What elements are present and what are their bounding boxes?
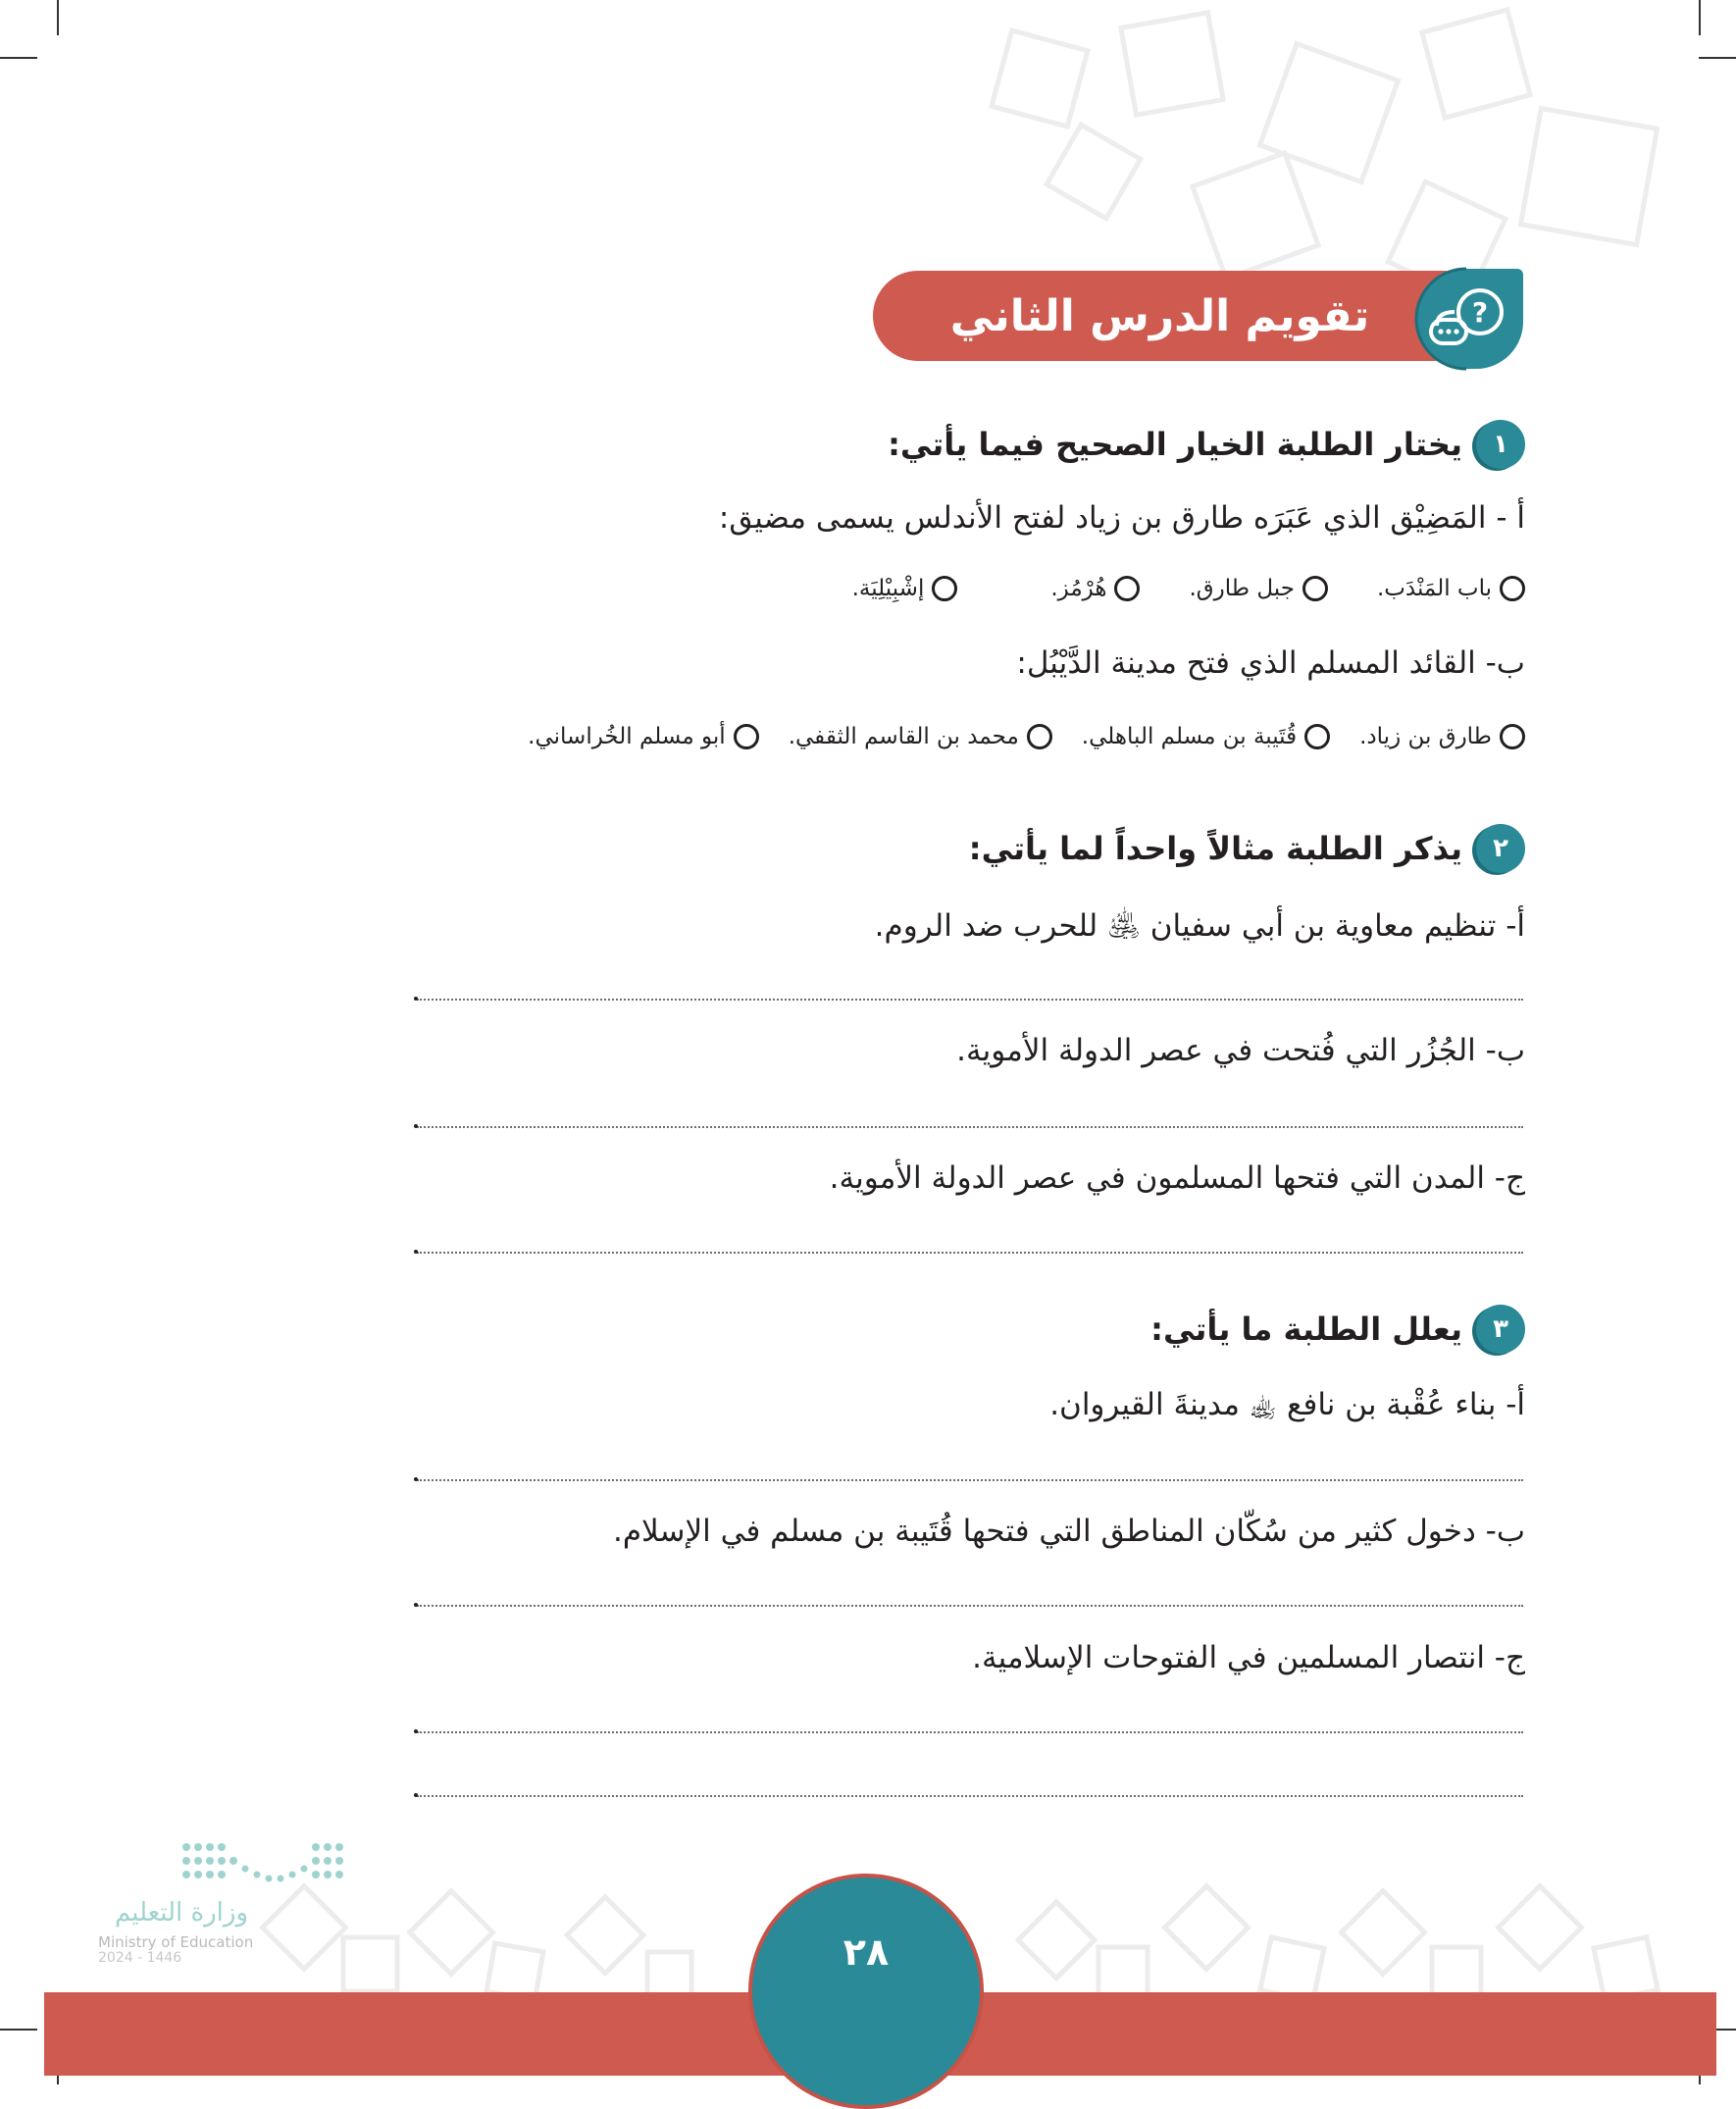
svg-text:?: ? [1471,296,1489,329]
question-2-text: يذكر الطلبة مثالاً واحداً لما يأتي: [968,830,1462,867]
question-chat-icon [1407,265,1525,373]
question-number-badge: ٣ [1476,1305,1525,1354]
ministry-dots-icon [177,1839,432,1898]
radio-circle-icon[interactable] [734,724,759,749]
lesson-header [873,265,1525,373]
crop-mark [1699,0,1701,35]
radio-circle-icon[interactable] [1302,576,1328,601]
radio-circle-icon[interactable] [1027,724,1052,749]
answer-line[interactable] [417,1731,1523,1733]
option-radio[interactable] [852,576,958,601]
page-number: ٢٨ [842,1930,890,1974]
option-label: محمد بن القاسم الثقفي. [788,724,1019,749]
option-label: قُتَيبة بن مسلم الباهلي. [1081,724,1298,749]
question-3a-text: أ- بناء عُقْبة بن نافع ﵀ مدينةَ القيروان. [1049,1387,1525,1422]
question-2c-text: ج- المدن التي فتحها المسلمون في عصر الدولة الأموية. [829,1160,1525,1196]
page-number-badge [748,1874,984,2109]
answer-line[interactable] [417,999,1523,1001]
question-3b-text: ب- دخول كثير من سُكّان المناطق التي فتحها قُتَيبة بن مسلم في الإسلام. [612,1514,1525,1549]
option-label: إشْبِيْلِيَة. [851,576,925,601]
question-3-text: يعلل الطلبة ما يأتي: [1150,1311,1462,1348]
option-radio[interactable] [789,724,1052,749]
radio-circle-icon[interactable] [1500,576,1525,601]
answer-line[interactable] [417,1605,1523,1607]
ministry-logo [93,1839,348,1967]
option-label: جبل طارق. [1189,576,1295,601]
option-radio[interactable] [1377,576,1525,601]
answer-line[interactable] [417,1126,1523,1128]
question-1a-text: أ - المَضِيْق الذي عَبَرَه طارق بن زياد لفتح الأندلس يسمى مضيق: [718,500,1525,536]
option-label: أبو مسلم الخُراساني. [528,724,726,749]
crop-mark [1699,57,1736,59]
question-2b-text: ب- الجُزُر التي فُتحت في عصر الدولة الأموية. [956,1033,1525,1068]
question-2-header [969,824,1525,873]
radio-circle-icon[interactable] [1304,724,1330,749]
answer-line[interactable] [417,1795,1523,1797]
option-radio[interactable] [1189,576,1327,601]
answer-line[interactable] [417,1252,1523,1254]
radio-circle-icon[interactable] [1500,724,1525,749]
ministry-name-en: Ministry of Education [98,1933,254,1951]
question-1b-options [528,724,1525,749]
question-1a-options [852,576,1525,601]
answer-line[interactable] [417,1479,1523,1481]
option-radio[interactable] [528,724,759,749]
question-number-badge: ٢ [1476,824,1525,873]
crop-mark [0,57,37,59]
question-1-text: يختار الطلبة الخيار الصحيح فيما يأتي: [888,426,1462,463]
question-1-header [888,420,1525,469]
question-2a-text: أ- تنظيم معاوية بن أبي سفيان ﵁ للحرب ضد الروم. [874,908,1525,944]
option-label: باب المَنْدَب. [1376,576,1492,601]
option-label: طارق بن زياد. [1359,724,1492,749]
edition-year: 2024 - 1446 [98,1950,182,1966]
crop-mark [57,0,59,35]
question-3c-text: ج- انتصار المسلمين في الفتوحات الإسلامية. [972,1640,1525,1675]
radio-circle-icon[interactable] [1114,576,1140,601]
option-radio[interactable] [1359,724,1525,749]
option-label: هُرْمُز. [1050,576,1107,601]
question-number-badge: ١ [1476,420,1525,469]
lesson-title-bar [873,271,1447,361]
question-3-header [1150,1305,1525,1354]
radio-circle-icon[interactable] [932,576,957,601]
crop-mark [0,2029,37,2031]
ministry-name-ar: وزارة التعليم [114,1898,249,1928]
option-radio[interactable] [1050,576,1140,601]
option-radio[interactable] [1082,724,1330,749]
question-1b-text: ب- القائد المسلم الذي فتح مدينة الدَّيْبُل: [1016,645,1525,681]
lesson-title: تقويم الدرس الثاني [949,290,1370,341]
